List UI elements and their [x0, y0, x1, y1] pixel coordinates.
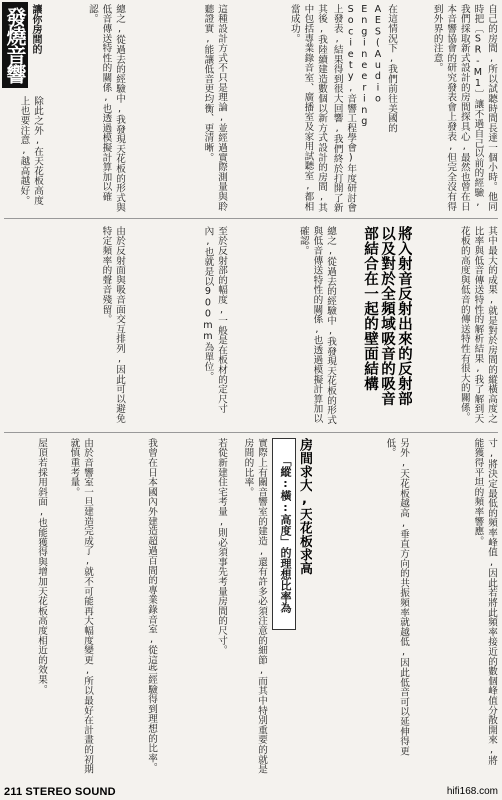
body-text-right-top: 自己的房間,所以試聽時間長達一個小時。他同時把〔SR-M1〕讓不過自己以前的經驗,我們採取新式設計的房間探具心,最然也曾在日本音響協會的研究發表會上發表,但完全沒有得到外界的注意。: [431, 4, 497, 212]
body-text-right-mid1: 在這情況下,我們前往美國的AES(Audio Engineering Society,音響工程學會)年度研討會上發表,結果得到很大回響,我們終於打開了新: [331, 4, 397, 213]
page-footer: [4, 786, 116, 798]
body-text-lower-mid1: 實際上有關音響室的建造,還有許多必須注意的細節,而其中特別重要的就是房間的比率。: [242, 438, 267, 774]
horizontal-divider-1: [4, 218, 498, 219]
body-text-top-left2: 除此之外,在天花板高度上也要注意,越高越好。: [18, 96, 43, 206]
watermark: hifi168.com: [446, 786, 498, 797]
body-text-mid-left: 至於反射部的幅度,一般是在板材的定尺寸內,也就是以900mm為單位。: [202, 226, 227, 414]
body-text-lower-left1: 由於音響室一旦建造完成了,就不可能再大幅度變更,所以最好在計畫的初期就慎重考量。: [68, 438, 93, 774]
body-text-lower-left2: 屋頂若採用斜面,也能獲得與增加天花板高度相近的效果。: [36, 438, 47, 695]
body-text-right-mid3: 這種設計方式不只是理論,並經過實際測量與聆聽證實,能讓低音更均衡、更清晰。: [202, 4, 227, 212]
section-banner: 發燒音響: [2, 2, 28, 88]
headline-wall-structure: 將入射音反射出來的反射部以及對於全頻域吸音的吸音部結合在一起的壁面結構: [362, 226, 412, 406]
body-text-lower-mid3: 我曾在日本國內外建造超過百間的專業錄音室,從這些經驗得到理想的比率。: [146, 438, 157, 773]
magazine-name: STEREO SOUND: [25, 786, 116, 798]
ratio-callout: 「縱:橫:高度」的理想比率為: [272, 438, 296, 630]
body-text-mid-left2: 由於反射面與吸音面交互排列,因此可以避免特定頻率的聲音殘留。: [100, 226, 125, 424]
body-text-lower-right2: 另外,天花板越高,垂直方向的共振頻率就越低,因此低音可以延伸得更低。: [384, 438, 409, 756]
body-text-right-bottom1: 其中最大的成果,就是對於房間的縱橫高度之比率與低音傳送特性的解析結果,我了解到天花板的高度與低音的傳送特性有很大的關係。: [458, 226, 497, 424]
body-text-right-mid2: 其後,我陸續建造數個以新方式設計的房間,其中包括專業錄音室、廣播室及家用試聽室,都相當成功。: [288, 4, 327, 213]
page-number: 211: [4, 786, 23, 798]
headline-room-size: 房間求大,天花板求高: [297, 438, 312, 575]
horizontal-divider-2: [4, 432, 498, 433]
body-text-lower-right1: 寸,將決定最低的頻率峰值,因此若將此頻率接近的數個峰值分散開來,將能獲得平坦的頻率響應。: [472, 438, 497, 766]
body-text-right-bottom2: 總之,從過去的經驗中,我發現天花板的形式與低音傳送特性的關係,也透過模擬計算加以確認。: [297, 226, 336, 425]
section-banner-subtitle: 讓你房間的: [30, 4, 41, 54]
body-text-lower-mid2: 若從新建住宅考量,則必須事先考量房間的尺寸。: [216, 438, 227, 655]
body-text-top-left: 總之,從過去的經驗中,我發現天花板的形式與低音傳送特性的關係,也透過模擬計算加以確認。: [86, 4, 125, 213]
